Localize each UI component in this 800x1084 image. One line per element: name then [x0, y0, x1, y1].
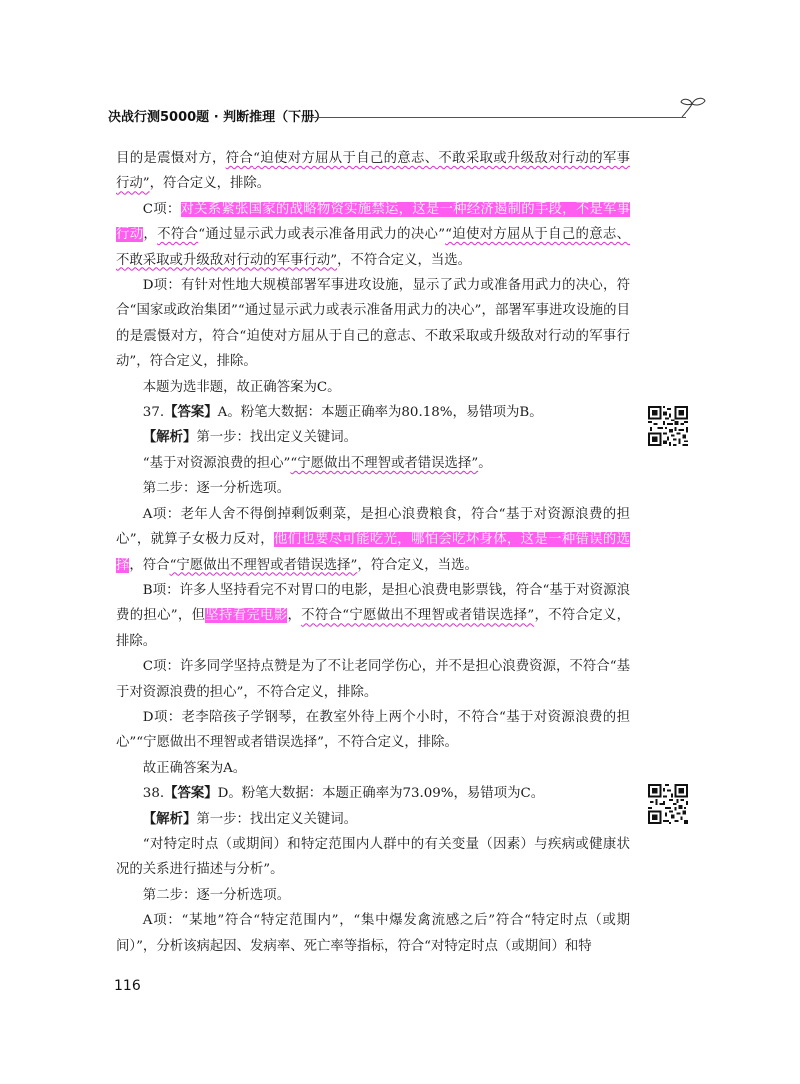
q37-option-a: A项：老年人舍不得倒掉剩饭剩菜，是担心浪费粮食，符合“基于对资源浪费的担心”，就算子女极力反对，他们也要尽可能吃光，哪怕会吃坏身体，这是一种错误的选择，符合“宁愿做出不理智或者错误选择”，符合定义，当选。 — [116, 506, 630, 573]
q37-analysis: 【解析】第一步：找出定义关键词。 — [142, 430, 358, 446]
conclusion: 本题为选非题，故正确答案为C。 — [142, 379, 341, 395]
q38-step2: 第二步：逐一分析选项。 — [142, 887, 291, 903]
q38-answer: 38.【答案】D。粉笔大数据：本题正确率为73.09%，易错项为C。 — [142, 786, 545, 802]
qr-code-icon[interactable] — [648, 406, 688, 446]
q38-keywords: “对特定时点（或期间）和特定范围内人群中的有关变量（因素）与疾病或健康状况的关系进行描述与分析”。 — [116, 836, 630, 878]
header-rule — [310, 117, 686, 118]
q38-analysis: 【解析】第一步：找出定义关键词。 — [142, 811, 358, 827]
highlighted-text: 他们也要尽可能吃光，哪怕会吃坏身体，这是一种错误的选择 — [116, 532, 630, 573]
q37-answer: 37.【答案】A。粉笔大数据：本题正确率为80.18%，易错项为B。 — [142, 405, 543, 421]
option-c-paragraph: C项：对关系紧张国家的战略物资实施禁运，这是一种经济遏制的手段，不是军事行动，不符合“通过显示武力或表示准备用武力的决心”“迫使对方屈从于自己的意志、不敢采取或升级敌对行动的军事行动”，不符合定义，当选。 — [116, 201, 631, 268]
q37-step2: 第二步：逐一分析选项。 — [142, 481, 291, 497]
page-number: 116 — [114, 978, 141, 994]
q37-conclusion: 故正确答案为A。 — [142, 760, 247, 776]
q37-option-d: D项：老李陪孩子学钢琴，在教室外待上两个小时，不符合“基于对资源浪费的担心”“宁愿做出不理智或者错误选择”，不符合定义，排除。 — [116, 709, 630, 751]
page-content — [116, 146, 630, 959]
q37-option-c: C项：许多同学坚持点赞是为了不让老同学伤心，并不是担心浪费资源，不符合“基于对资源浪费的担心”，不符合定义，排除。 — [116, 659, 630, 700]
q37-keywords: “基于对资源浪费的担心”“宁愿做出不理智或者错误选择”。 — [142, 455, 492, 471]
sprout-icon — [678, 96, 708, 118]
option-d-paragraph: D项：有针对性地大规模部署军事进攻设施，显示了武力或准备用武力的决心，符合“国家或政治集团”“通过显示武力或表示准备用武力的决心”，部署军事进攻设施的目的是震慑对方，符合“迫使对方屈从于自己的意志、不敢采取或升级敌对行动的军事行动”，符合定义，排除。 — [116, 278, 630, 370]
q37-option-b: B项：许多人坚持看完不对胃口的电影，是担心浪费电影票钱，符合“基于对资源浪费的担心”，但坚持看完电影，不符合“宁愿做出不理智或者错误选择”，不符合定义，排除。 — [116, 582, 631, 649]
qr-code-icon[interactable] — [648, 784, 688, 824]
running-header — [108, 104, 708, 132]
book-title: 决战行测5000题 · 判断推理（下册） — [108, 110, 328, 125]
q38-option-a: A项：“某地”符合“特定范围内”，“集中爆发禽流感之后”符合“特定时点（或期间）”，分析该病起因、发病率、死亡率等指标，符合“对特定时点（或期间）和特 — [116, 913, 630, 954]
highlighted-text: 对关系紧张国家的战略物资实施禁运，这是一种经济遏制的手段，不是军事行动 — [116, 201, 631, 243]
highlighted-text: 坚持看完电影 — [205, 608, 288, 624]
paragraph: 目的是震慑对方，符合“迫使对方屈从于自己的意志、不敢采取或升级敌对行动的军事行动”，符合定义，排除。 — [116, 151, 631, 192]
